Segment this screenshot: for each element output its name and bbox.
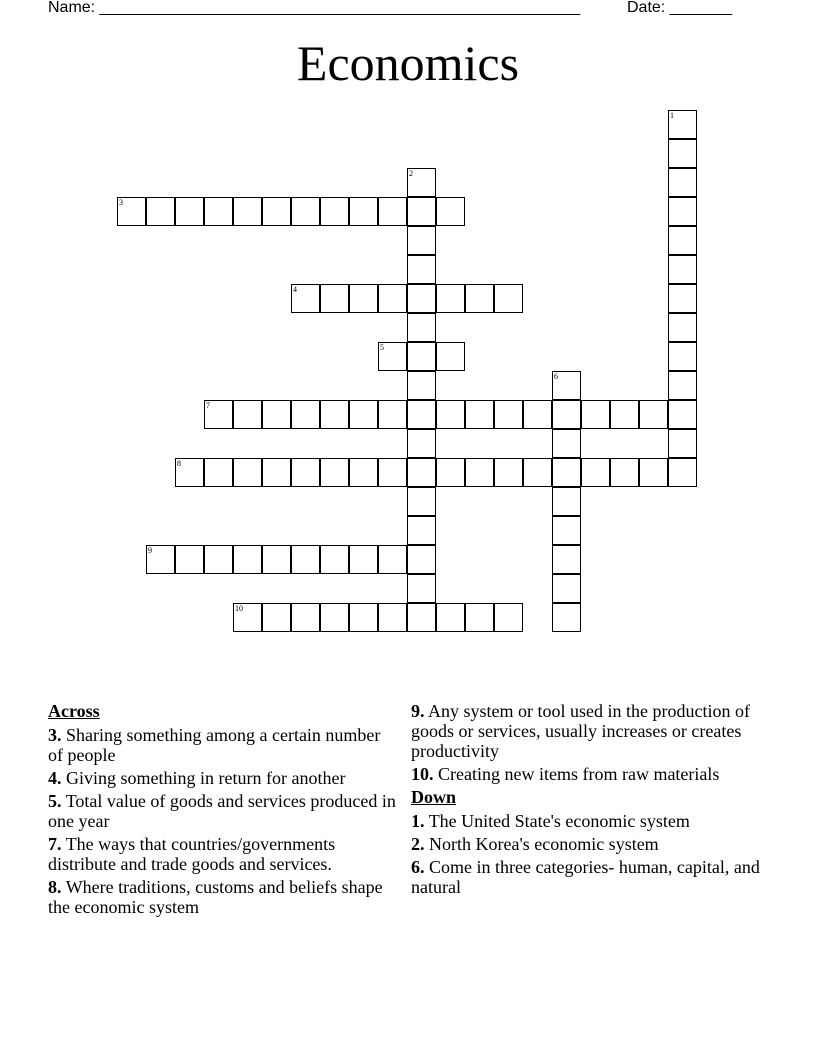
crossword-cell[interactable]: [668, 429, 697, 458]
crossword-cell[interactable]: [320, 284, 349, 313]
crossword-cell[interactable]: [668, 168, 697, 197]
crossword-cell[interactable]: [407, 487, 436, 516]
crossword-cell[interactable]: [291, 458, 320, 487]
crossword-cell[interactable]: [523, 400, 552, 429]
crossword-cell[interactable]: [668, 226, 697, 255]
crossword-cell[interactable]: [204, 197, 233, 226]
crossword-cell[interactable]: [581, 400, 610, 429]
crossword-cell[interactable]: [378, 400, 407, 429]
crossword-cell[interactable]: [668, 313, 697, 342]
crossword-cell[interactable]: [639, 400, 668, 429]
crossword-cell[interactable]: [465, 400, 494, 429]
clue-across-4: [48, 768, 398, 788]
clue-down-1: [411, 811, 781, 831]
crossword-cell[interactable]: [378, 603, 407, 632]
crossword-cell[interactable]: [349, 603, 378, 632]
crossword-cell[interactable]: [494, 458, 523, 487]
cell-number: 2: [409, 169, 413, 178]
crossword-cell[interactable]: [349, 197, 378, 226]
crossword-cell[interactable]: [262, 603, 291, 632]
crossword-cell[interactable]: [204, 400, 233, 429]
puzzle-title: Economics: [296, 35, 520, 91]
crossword-cell[interactable]: [668, 255, 697, 284]
crossword-cell[interactable]: [552, 487, 581, 516]
crossword-cell[interactable]: [668, 371, 697, 400]
crossword-cell[interactable]: [349, 545, 378, 574]
crossword-cell[interactable]: [262, 458, 291, 487]
crossword-cell[interactable]: [233, 197, 262, 226]
crossword-cell[interactable]: [668, 458, 697, 487]
clue-text: The ways that countries/governments distribute and trade goods and services.: [48, 834, 336, 874]
cell-number: 9: [148, 546, 152, 555]
crossword-cell[interactable]: [668, 197, 697, 226]
crossword-cell[interactable]: [320, 545, 349, 574]
across-heading: Across: [48, 701, 100, 721]
crossword-cell[interactable]: [407, 603, 436, 632]
crossword-cell[interactable]: [349, 284, 378, 313]
crossword-cell[interactable]: [407, 313, 436, 342]
crossword-cell[interactable]: [407, 284, 436, 313]
crossword-cell[interactable]: [407, 516, 436, 545]
crossword-cell[interactable]: [407, 197, 436, 226]
crossword-cell[interactable]: [639, 458, 668, 487]
crossword-cell[interactable]: [407, 226, 436, 255]
crossword-cell[interactable]: [262, 545, 291, 574]
crossword-cell[interactable]: [378, 545, 407, 574]
crossword-cell[interactable]: [668, 110, 697, 139]
clue-text: Any system or tool used in the production of goods or services, usually increases or creates productivity: [411, 701, 750, 761]
clue-across-7: [48, 834, 398, 874]
cell-number: 6: [554, 372, 558, 381]
crossword-cell[interactable]: [552, 400, 581, 429]
crossword-cell[interactable]: [117, 197, 146, 226]
clue-text: Where traditions, customs and beliefs shape the economic system: [48, 877, 383, 917]
crossword-cell[interactable]: [552, 545, 581, 574]
cell-number: 5: [380, 343, 384, 352]
cell-number: 4: [293, 285, 297, 294]
crossword-cell[interactable]: [436, 342, 465, 371]
crossword-cell[interactable]: [233, 545, 262, 574]
crossword-cell[interactable]: [552, 429, 581, 458]
crossword-cell[interactable]: [494, 400, 523, 429]
crossword-cell[interactable]: [378, 342, 407, 371]
crossword-cell[interactable]: [436, 458, 465, 487]
crossword-cell[interactable]: [407, 429, 436, 458]
clue-number: 8.: [48, 877, 62, 897]
crossword-cell[interactable]: [320, 400, 349, 429]
date-field[interactable]: Date: _______: [627, 0, 732, 16]
cell-number: 7: [206, 401, 210, 410]
crossword-cell[interactable]: [668, 139, 697, 168]
crossword-cell[interactable]: [407, 342, 436, 371]
cell-number: 8: [177, 459, 181, 468]
down-heading: Down: [411, 787, 457, 807]
crossword-cell[interactable]: [581, 458, 610, 487]
clue-number: 4.: [48, 768, 62, 788]
name-field[interactable]: Name: ______________________________________________________: [48, 0, 581, 16]
crossword-cell[interactable]: [407, 371, 436, 400]
clue-across-5: [48, 791, 398, 831]
clue-across-3: [48, 725, 398, 765]
crossword-cell[interactable]: [175, 458, 204, 487]
crossword-cell[interactable]: [407, 458, 436, 487]
crossword-cell[interactable]: [349, 400, 378, 429]
crossword-cell[interactable]: [320, 458, 349, 487]
clue-number: 7.: [48, 834, 62, 854]
crossword-cell[interactable]: [175, 197, 204, 226]
clue-number: 9.: [411, 701, 425, 721]
crossword-cell[interactable]: [204, 545, 233, 574]
crossword-cell[interactable]: [146, 197, 175, 226]
crossword-cell[interactable]: [552, 371, 581, 400]
crossword-cell[interactable]: [233, 400, 262, 429]
crossword-cell[interactable]: [378, 284, 407, 313]
crossword-cell[interactable]: [378, 197, 407, 226]
clue-across-9: [411, 701, 781, 761]
clue-text: Total value of goods and services produced in one year: [48, 791, 396, 831]
crossword-cell[interactable]: [378, 458, 407, 487]
clue-number: 3.: [48, 725, 62, 745]
crossword-cell[interactable]: [436, 284, 465, 313]
crossword-cell[interactable]: [291, 197, 320, 226]
cell-number: 3: [119, 198, 123, 207]
crossword-cell[interactable]: [552, 574, 581, 603]
clue-across-10: [411, 764, 781, 784]
crossword-cell[interactable]: [436, 603, 465, 632]
clue-text: Come in three categories- human, capital, and natural: [411, 857, 760, 897]
clue-down-2: [411, 834, 781, 854]
crossword-cell[interactable]: [523, 458, 552, 487]
crossword-cell[interactable]: [262, 400, 291, 429]
crossword-cell[interactable]: [494, 603, 523, 632]
crossword-cell[interactable]: [349, 458, 378, 487]
crossword-cell[interactable]: [233, 458, 262, 487]
crossword-cell[interactable]: [465, 603, 494, 632]
clue-text: Giving something in return for another: [66, 768, 346, 788]
crossword-cell[interactable]: [146, 545, 175, 574]
crossword-cell[interactable]: [407, 574, 436, 603]
crossword-cell[interactable]: [552, 603, 581, 632]
crossword-cell[interactable]: [320, 603, 349, 632]
crossword-cell[interactable]: [262, 197, 291, 226]
crossword-cell[interactable]: [291, 603, 320, 632]
crossword-cell[interactable]: [407, 545, 436, 574]
clue-number: 5.: [48, 791, 62, 811]
crossword-cell[interactable]: [436, 400, 465, 429]
crossword-cell[interactable]: [552, 458, 581, 487]
crossword-cell[interactable]: [494, 284, 523, 313]
crossword-cell[interactable]: [407, 168, 436, 197]
crossword-cell[interactable]: [610, 400, 639, 429]
cell-number: 1: [670, 111, 674, 120]
crossword-cell[interactable]: [291, 284, 320, 313]
clues-column-right: [411, 701, 781, 900]
crossword-cell[interactable]: [291, 545, 320, 574]
clue-number: 1.: [411, 811, 425, 831]
clue-across-8: [48, 877, 398, 917]
clue-text: Sharing something among a certain number of people: [48, 725, 381, 765]
crossword-cell[interactable]: [436, 197, 465, 226]
crossword-cell[interactable]: [407, 400, 436, 429]
crossword-cell[interactable]: [204, 458, 233, 487]
crossword-cell[interactable]: [233, 603, 262, 632]
crossword-cell[interactable]: [291, 400, 320, 429]
crossword-cell[interactable]: [320, 197, 349, 226]
crossword-cell[interactable]: [610, 458, 639, 487]
clue-text: Creating new items from raw materials: [438, 764, 720, 784]
crossword-cell[interactable]: [465, 458, 494, 487]
crossword-cell[interactable]: [668, 400, 697, 429]
crossword-cell[interactable]: [668, 284, 697, 313]
cell-number: 10: [235, 604, 243, 613]
clue-number: 2.: [411, 834, 425, 854]
clues-column-left: [48, 701, 398, 920]
crossword-cell[interactable]: [465, 284, 494, 313]
clue-number: 6.: [411, 857, 425, 877]
clue-down-6: [411, 857, 781, 897]
crossword-cell[interactable]: [552, 516, 581, 545]
crossword-cell[interactable]: [175, 545, 204, 574]
crossword-cell[interactable]: [668, 342, 697, 371]
clue-number: 10.: [411, 764, 434, 784]
clue-text: North Korea's economic system: [429, 834, 659, 854]
crossword-cell[interactable]: [407, 255, 436, 284]
clue-text: The United State's economic system: [428, 811, 690, 831]
